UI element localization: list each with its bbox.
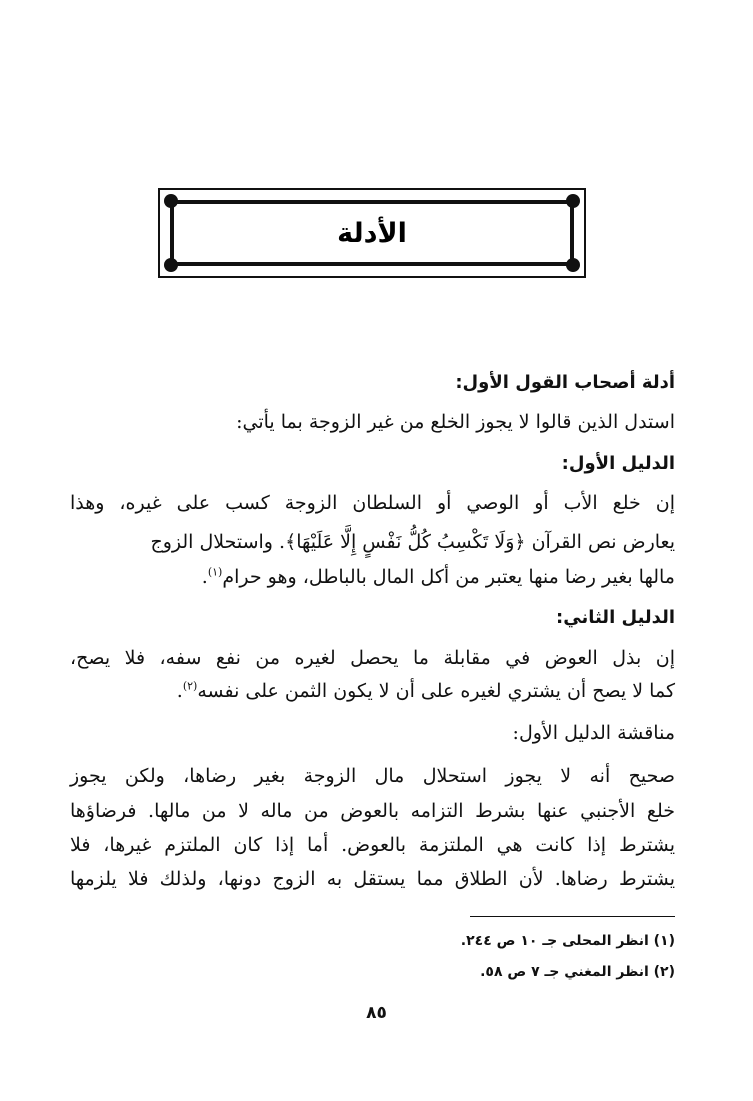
page-title: الأدلة — [337, 217, 407, 249]
discussion-line2: خلع الأجنبي عنها بشرط التزامه بالعوض من ماله لا من مالها. فرضاؤها — [70, 800, 675, 822]
footnote-2: (٢) انظر المغني جـ ٧ ص ٥٨. — [480, 964, 675, 980]
footnote-ref-2: (٢) — [182, 679, 198, 693]
title-frame-inner — [170, 200, 574, 266]
evidence2-line2 — [70, 676, 675, 706]
evidence1-heading: الدليل الأول: — [561, 453, 675, 474]
discussion-line4: يشترط رضاها. لأن الطلاق مما يستقل به الزوج دونها، ولذلك فلا يلزمها — [70, 868, 675, 890]
evidence1-line2-end: . واستحلال الزوج — [150, 531, 286, 553]
discussion-line1: صحيح أنه لا يجوز استحلال مال الزوجة بغير رضاها، ولكن يجوز — [70, 765, 675, 787]
evidence2-line1: إن بذل العوض في مقابلة ما يحصل لغيره من نفع سفه، فلا يصح، — [70, 647, 675, 669]
section-heading: أدلة أصحاب القول الأول: — [455, 372, 675, 393]
evidence1-line3-end: . — [201, 566, 208, 588]
evidence2-line2-end: . — [176, 680, 183, 702]
title-frame — [158, 188, 586, 278]
discussion-heading: مناقشة الدليل الأول: — [512, 722, 675, 744]
quran-verse: ﴿وَلَا تَكْسِبُ كُلُّ نَفْسٍ إِلَّا عَلَيْهَا﴾ — [285, 531, 526, 553]
evidence1-line3-text: مالها بغير رضا منها يعتبر من أكل المال بالباطل، وهو حرام — [222, 566, 675, 588]
evidence1-line3 — [70, 562, 675, 592]
evidence1-line2-start: يعارض نص القرآن — [531, 531, 675, 553]
footnote-1: (١) انظر المحلى جـ ١٠ ص ٢٤٤. — [460, 933, 675, 949]
evidence2-heading: الدليل الثاني: — [556, 607, 675, 628]
evidence2-line2-text: كما لا يصح أن يشتري لغيره على أن لا يكون الثمن على نفسه — [197, 680, 675, 702]
evidence1-line2 — [70, 527, 675, 557]
discussion-line3: يشترط إذا كانت هي الملتزمة بالعوض. أما إذا كان الملتزم غيرها، فلا — [70, 834, 675, 856]
evidence1-line1: إن خلع الأب أو الوصي أو السلطان الزوجة كسب على غيره، وهذا — [70, 492, 675, 514]
footnote-divider — [470, 916, 675, 917]
intro-line: استدل الذين قالوا لا يجوز الخلع من غير الزوجة بما يأتي: — [236, 411, 675, 433]
footnote-ref-1: (١) — [207, 565, 223, 579]
page-number: ٨٥ — [366, 1003, 387, 1023]
